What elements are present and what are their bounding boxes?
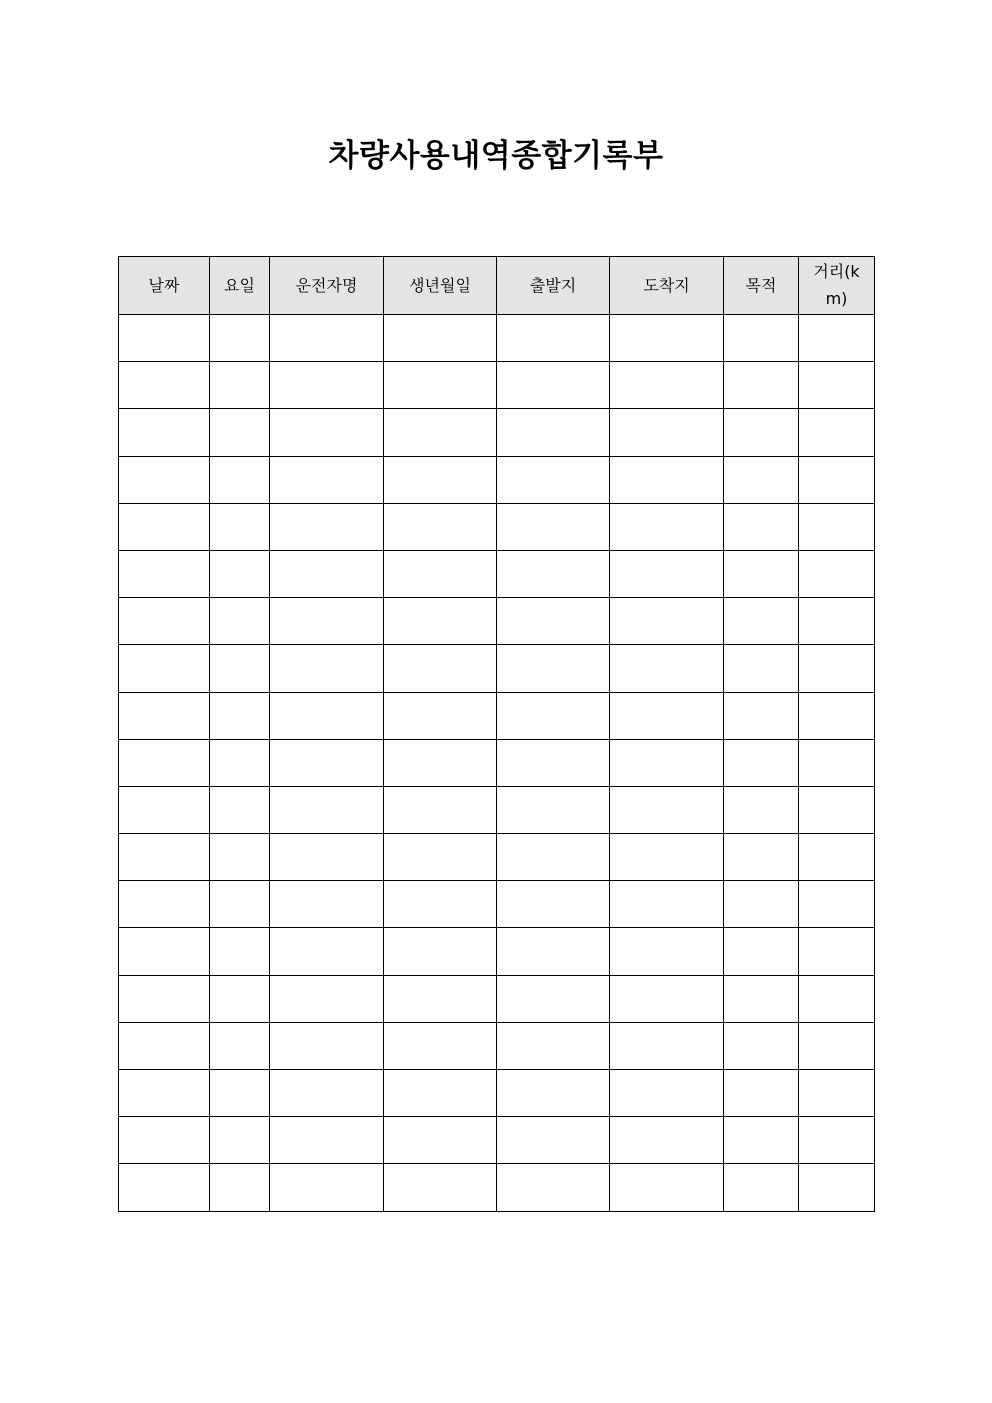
table-row [119, 315, 875, 362]
cell-departure[interactable] [497, 1117, 610, 1164]
cell-arrival[interactable] [610, 692, 724, 739]
cell-weekday[interactable] [210, 409, 270, 456]
cell-purpose[interactable] [724, 975, 799, 1022]
cell-birth-date[interactable] [384, 1117, 497, 1164]
table-row [119, 975, 875, 1022]
cell-arrival[interactable] [610, 550, 724, 597]
header-weekday: 요일 [210, 257, 270, 315]
header-purpose: 목적 [724, 257, 799, 315]
cell-driver-name[interactable] [270, 645, 384, 692]
cell-distance[interactable] [799, 1022, 875, 1069]
cell-birth-date[interactable] [384, 503, 497, 550]
cell-purpose[interactable] [724, 1164, 799, 1211]
cell-weekday[interactable] [210, 598, 270, 645]
cell-driver-name[interactable] [270, 550, 384, 597]
cell-purpose[interactable] [724, 550, 799, 597]
cell-departure[interactable] [497, 598, 610, 645]
vehicle-usage-table [118, 256, 875, 1212]
cell-driver-name[interactable] [270, 503, 384, 550]
table-row [119, 1022, 875, 1069]
cell-purpose[interactable] [724, 834, 799, 881]
header-arrival: 도착지 [610, 257, 724, 315]
cell-weekday[interactable] [210, 550, 270, 597]
cell-date[interactable] [119, 598, 210, 645]
cell-date[interactable] [119, 1022, 210, 1069]
cell-purpose[interactable] [724, 739, 799, 786]
cell-arrival[interactable] [610, 315, 724, 362]
table-row [119, 881, 875, 928]
cell-purpose[interactable] [724, 645, 799, 692]
cell-weekday[interactable] [210, 503, 270, 550]
cell-driver-name[interactable] [270, 834, 384, 881]
cell-date[interactable] [119, 315, 210, 362]
cell-weekday[interactable] [210, 1070, 270, 1117]
header-distance [799, 257, 875, 315]
cell-driver-name[interactable] [270, 598, 384, 645]
cell-date[interactable] [119, 834, 210, 881]
table-row [119, 456, 875, 503]
cell-driver-name[interactable] [270, 739, 384, 786]
cell-departure[interactable] [497, 645, 610, 692]
cell-driver-name[interactable] [270, 975, 384, 1022]
table-row [119, 786, 875, 833]
cell-birth-date[interactable] [384, 928, 497, 975]
cell-birth-date[interactable] [384, 456, 497, 503]
cell-distance[interactable] [799, 1117, 875, 1164]
table-row [119, 1070, 875, 1117]
cell-arrival[interactable] [610, 975, 724, 1022]
cell-departure[interactable] [497, 739, 610, 786]
cell-distance[interactable] [799, 362, 875, 409]
cell-arrival[interactable] [610, 598, 724, 645]
cell-driver-name[interactable] [270, 881, 384, 928]
cell-purpose[interactable] [724, 1070, 799, 1117]
cell-weekday[interactable] [210, 645, 270, 692]
cell-weekday[interactable] [210, 881, 270, 928]
cell-purpose[interactable] [724, 598, 799, 645]
document-title: 차량사용내역종합기록부 [328, 138, 664, 174]
cell-weekday[interactable] [210, 315, 270, 362]
cell-purpose[interactable] [724, 362, 799, 409]
cell-date[interactable] [119, 362, 210, 409]
header-distance-label: 거리(km) [813, 262, 860, 308]
cell-departure[interactable] [497, 362, 610, 409]
cell-arrival[interactable] [610, 1022, 724, 1069]
cell-weekday[interactable] [210, 786, 270, 833]
cell-purpose[interactable] [724, 315, 799, 362]
cell-distance[interactable] [799, 550, 875, 597]
cell-birth-date[interactable] [384, 362, 497, 409]
cell-driver-name[interactable] [270, 1117, 384, 1164]
cell-date[interactable] [119, 550, 210, 597]
cell-birth-date[interactable] [384, 315, 497, 362]
cell-weekday[interactable] [210, 456, 270, 503]
cell-arrival[interactable] [610, 409, 724, 456]
cell-arrival[interactable] [610, 928, 724, 975]
table-row [119, 503, 875, 550]
cell-driver-name[interactable] [270, 362, 384, 409]
cell-purpose[interactable] [724, 503, 799, 550]
cell-date[interactable] [119, 503, 210, 550]
cell-distance[interactable] [799, 928, 875, 975]
cell-arrival[interactable] [610, 1070, 724, 1117]
cell-date[interactable] [119, 1070, 210, 1117]
table-row [119, 928, 875, 975]
cell-arrival[interactable] [610, 645, 724, 692]
cell-arrival[interactable] [610, 739, 724, 786]
cell-driver-name[interactable] [270, 456, 384, 503]
cell-birth-date[interactable] [384, 550, 497, 597]
cell-distance[interactable] [799, 881, 875, 928]
cell-date[interactable] [119, 456, 210, 503]
cell-weekday[interactable] [210, 1022, 270, 1069]
cell-birth-date[interactable] [384, 645, 497, 692]
cell-purpose[interactable] [724, 786, 799, 833]
cell-arrival[interactable] [610, 1117, 724, 1164]
table-row [119, 1164, 875, 1211]
cell-birth-date[interactable] [384, 1164, 497, 1211]
cell-purpose[interactable] [724, 881, 799, 928]
cell-date[interactable] [119, 975, 210, 1022]
cell-birth-date[interactable] [384, 975, 497, 1022]
cell-distance[interactable] [799, 645, 875, 692]
cell-departure[interactable] [497, 409, 610, 456]
cell-weekday[interactable] [210, 928, 270, 975]
cell-weekday[interactable] [210, 1164, 270, 1211]
cell-weekday[interactable] [210, 362, 270, 409]
cell-departure[interactable] [497, 1164, 610, 1211]
header-birth-date: 생년월일 [384, 257, 497, 315]
cell-weekday[interactable] [210, 975, 270, 1022]
header-departure: 출발지 [497, 257, 610, 315]
cell-distance[interactable] [799, 1070, 875, 1117]
cell-distance[interactable] [799, 1164, 875, 1211]
cell-arrival[interactable] [610, 881, 724, 928]
table-row [119, 1117, 875, 1164]
cell-purpose[interactable] [724, 928, 799, 975]
header-date: 날짜 [119, 257, 210, 315]
cell-weekday[interactable] [210, 834, 270, 881]
cell-distance[interactable] [799, 692, 875, 739]
cell-date[interactable] [119, 1164, 210, 1211]
cell-departure[interactable] [497, 928, 610, 975]
table-row [119, 362, 875, 409]
cell-departure[interactable] [497, 315, 610, 362]
cell-distance[interactable] [799, 975, 875, 1022]
cell-date[interactable] [119, 1117, 210, 1164]
cell-arrival[interactable] [610, 503, 724, 550]
cell-departure[interactable] [497, 881, 610, 928]
cell-birth-date[interactable] [384, 692, 497, 739]
cell-driver-name[interactable] [270, 409, 384, 456]
cell-birth-date[interactable] [384, 739, 497, 786]
cell-date[interactable] [119, 739, 210, 786]
cell-birth-date[interactable] [384, 1022, 497, 1069]
cell-distance[interactable] [799, 786, 875, 833]
cell-date[interactable] [119, 692, 210, 739]
cell-departure[interactable] [497, 550, 610, 597]
table-row [119, 598, 875, 645]
cell-driver-name[interactable] [270, 315, 384, 362]
cell-driver-name[interactable] [270, 1164, 384, 1211]
cell-distance[interactable] [799, 409, 875, 456]
table-row [119, 739, 875, 786]
cell-date[interactable] [119, 928, 210, 975]
cell-distance[interactable] [799, 315, 875, 362]
table-row [119, 692, 875, 739]
cell-departure[interactable] [497, 1070, 610, 1117]
cell-departure[interactable] [497, 786, 610, 833]
cell-driver-name[interactable] [270, 786, 384, 833]
cell-birth-date[interactable] [384, 598, 497, 645]
cell-departure[interactable] [497, 975, 610, 1022]
cell-driver-name[interactable] [270, 692, 384, 739]
table-row [119, 834, 875, 881]
cell-birth-date[interactable] [384, 1070, 497, 1117]
cell-driver-name[interactable] [270, 928, 384, 975]
table-body [119, 315, 875, 1212]
cell-birth-date[interactable] [384, 881, 497, 928]
cell-birth-date[interactable] [384, 786, 497, 833]
cell-driver-name[interactable] [270, 1070, 384, 1117]
cell-arrival[interactable] [610, 362, 724, 409]
cell-distance[interactable] [799, 503, 875, 550]
cell-distance[interactable] [799, 834, 875, 881]
cell-arrival[interactable] [610, 834, 724, 881]
cell-date[interactable] [119, 409, 210, 456]
cell-arrival[interactable] [610, 786, 724, 833]
cell-departure[interactable] [497, 692, 610, 739]
cell-driver-name[interactable] [270, 1022, 384, 1069]
cell-departure[interactable] [497, 456, 610, 503]
header-driver-name: 운전자명 [270, 257, 384, 315]
cell-purpose[interactable] [724, 1117, 799, 1164]
table-row [119, 409, 875, 456]
cell-departure[interactable] [497, 1022, 610, 1069]
cell-purpose[interactable] [724, 456, 799, 503]
cell-distance[interactable] [799, 598, 875, 645]
table-header-row [119, 257, 875, 315]
cell-departure[interactable] [497, 834, 610, 881]
cell-purpose[interactable] [724, 409, 799, 456]
cell-arrival[interactable] [610, 456, 724, 503]
cell-distance[interactable] [799, 739, 875, 786]
cell-weekday[interactable] [210, 739, 270, 786]
table-row [119, 550, 875, 597]
cell-date[interactable] [119, 881, 210, 928]
cell-weekday[interactable] [210, 692, 270, 739]
cell-arrival[interactable] [610, 1164, 724, 1211]
cell-weekday[interactable] [210, 1117, 270, 1164]
cell-birth-date[interactable] [384, 834, 497, 881]
table-row [119, 645, 875, 692]
cell-birth-date[interactable] [384, 409, 497, 456]
cell-date[interactable] [119, 786, 210, 833]
cell-purpose[interactable] [724, 692, 799, 739]
cell-purpose[interactable] [724, 1022, 799, 1069]
cell-departure[interactable] [497, 503, 610, 550]
cell-distance[interactable] [799, 456, 875, 503]
cell-date[interactable] [119, 645, 210, 692]
